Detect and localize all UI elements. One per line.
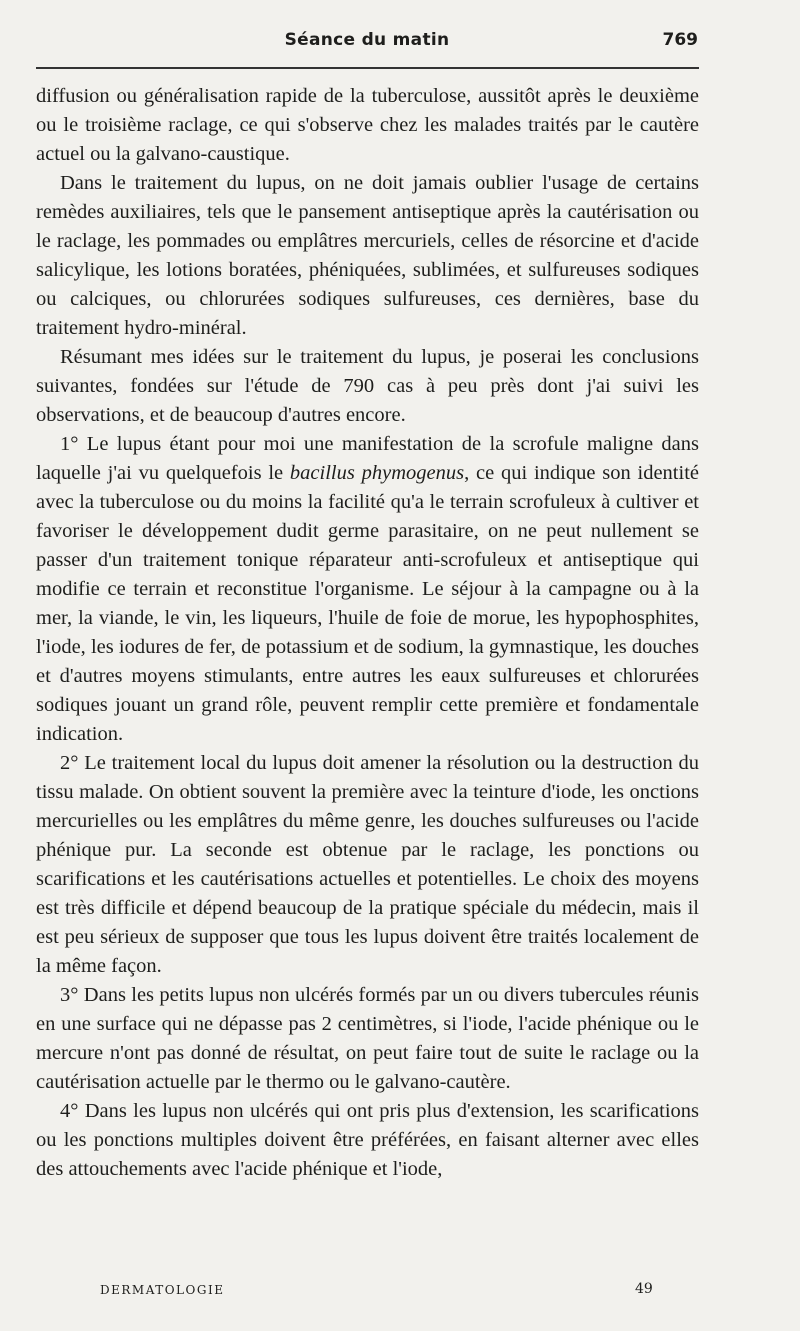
paragraph: diffusion ou généralisation rapide de la tuberculose, aussitôt après le deuxième ou le troisième raclage, ce qui s'observe chez les malades traités par le cautère actuel ou la galvano-caustique. [36,85,699,165]
paragraph-text: , ce qui indique son identité avec la tuberculose ou du moins la facilité qu'a le terrain scrofuleux à cultiver et favoriser le développement dudit germe parasitaire, on ne peut nullement se passer d'un traitement tonique réparateur anti-scrofuleux et antiseptique qui modifie ce terrain et reconstitue l'organisme. Le séjour à la campagne ou à la mer, la viande, le vin, les liqueurs, l'huile de foie de morue, les hypophosphites, l'iode, les iodures de fer, de potassium et de sodium, la gymnastique, les douches et d'autres moyens stimulants, entre autres les eaux sulfureuses et chlorurées sodiques jouant un grand rôle, peuvent remplir cette première et fondamentale indication. [36,462,699,745]
paragraph-text: 1° Le lupus étant pour moi une manifestation de la scrofule maligne dans laquelle j'ai vu quelquefois le [36,433,699,484]
body-text [36,82,699,1184]
paragraph [36,430,699,749]
running-header-title: Séance du matin [284,30,450,50]
paragraph: 2° Le traitement local du lupus doit amener la résolution ou la destruction du tissu malade. On obtient souvent la première avec la teinture d'iode, les onctions mercurielles ou les emplâtres du même genre, les douches sulfureuses ou l'acide phénique pur. La seconde est obtenue par le raclage, les ponctions ou scarifications et les cautérisations actuelles et potentielles. Le choix des moyens est très difficile et dépend beaucoup de la pratique spéciale du médecin, mais il est peu sérieux de supposer que tous les lupus doivent être traités localement de la même façon. [36,752,699,977]
footer-sheet-number: 49 [635,1281,653,1297]
italic-term: bacillus phymogenus [289,462,465,484]
paragraph: Dans le traitement du lupus, on ne doit jamais oublier l'usage de certains remèdes auxiliaires, tels que le pansement antiseptique après la cautérisation ou le raclage, les pommades ou emplâtres mercuriels, celles de résorcine et d'acide salicylique, les lotions boratées, phéniquées, sublimées, et sulfureuses sodiques ou calciques, ou chlorurées sodiques sulfureuses, ces dernières, base du traitement hydro-minéral. [36,172,699,339]
page-number: 769 [662,30,698,50]
header-rule [36,67,699,69]
paragraph: Résumant mes idées sur le traitement du lupus, je poserai les conclusions suivantes, fondées sur l'étude de 790 cas à peu près dont j'ai suivi les observations, et de beaucoup d'autres encore. [36,346,699,426]
paragraph: 3° Dans les petits lupus non ulcérés formés par un ou divers tubercules réunis en une surface qui ne dépasse pas 2 centimètres, si l'iode, l'acide phénique ou le mercure n'ont pas donné de résultat, on peut faire tout de suite le raclage ou la cautérisation actuelle par le thermo ou le galvano-cautère. [36,984,699,1093]
paragraph: 4° Dans les lupus non ulcérés qui ont pris plus d'extension, les scarifications ou les ponctions multiples doivent être préférées, en faisant alterner avec elles des attouchements avec l'acide phénique et l'iode, [36,1100,699,1180]
footer-signature: DERMATOLOGIE [100,1283,225,1297]
